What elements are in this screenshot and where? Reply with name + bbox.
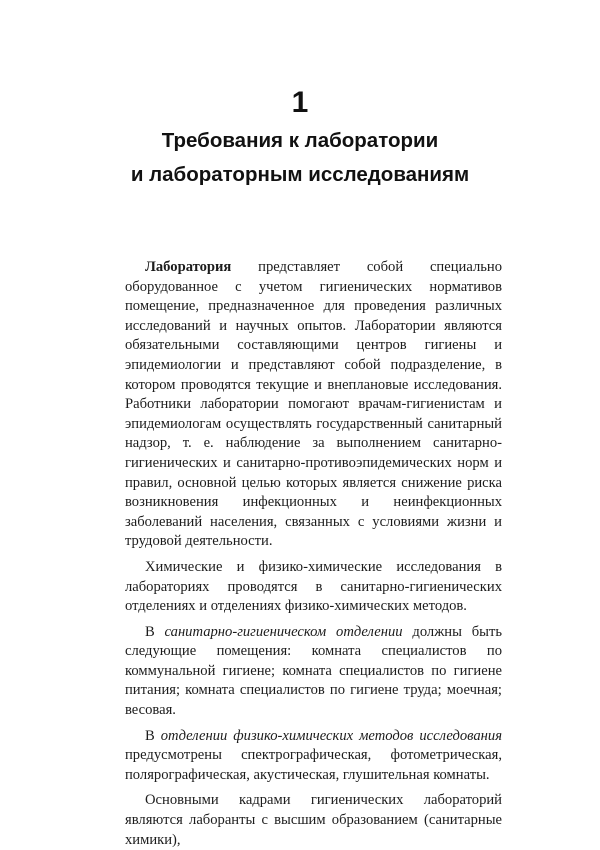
paragraph-text: предусмотрены спектрографическая, фотометрическая, полярографическая, акустическая, глушительная комнаты. (125, 747, 502, 783)
paragraph-physchem-department (125, 727, 502, 786)
paragraph-text: Химические и физико-химические исследования в лабораториях проводятся в санитарно-гигиенических отделениях и отделениях физико-химических методов. (125, 558, 502, 615)
paragraph-text: представляет собой специально оборудованное с учетом гигиенических нормативов помещение, предназначенное для проведения различных исследований и научных опытов. Лаборатории являются обязательными составляющими центров гигиены и эпидемиологии и представляют собой подразделение, в котором проводятся текущие и внеплановые исследования. Работники лаборатории помогают врачам-гигиенистам и эпидемиологам осуществлять государственный санитарный надзор, т. е. наблюдение за выполнением санитарно-гигиенических и санитарно-противоэпидемических норм и правил, основной целью которых является снижение риска возникновения инфекционных и неинфекционных заболеваний населения, связанных с условиями жизни и трудовой деятельности. (125, 259, 502, 550)
chapter-title-line-1: Требования к лаборатории (161, 129, 439, 152)
chapter-title (0, 124, 600, 192)
paragraph-chemical-research (125, 558, 502, 617)
paragraph-text: должны быть следующие помещения: комната специалистов по коммунальной гигиене; комната специалистов по гигиене питания; комната специалистов по гигиене труда; моечная; весовая. (125, 623, 502, 719)
chapter-title-line-2: и лабораторным исследованиям (130, 163, 470, 186)
emphasis-physchem-department: отделении физико-химических методов исследования (160, 727, 502, 744)
term-laboratory: Лаборатория (145, 259, 232, 275)
emphasis-sanitary-department: санитарно-гигиеническом отделении (164, 623, 403, 640)
chapter-number: 1 (291, 86, 309, 119)
paragraph-laboratory-definition (125, 258, 502, 552)
paragraph-text: Основными кадрами гигиенических лабораторий являются лаборанты с высшим образованием (санитарные химики), (125, 792, 502, 848)
body-text (125, 258, 502, 850)
paragraph-staff (125, 791, 502, 850)
paragraph-sanitary-department (125, 623, 502, 721)
paragraph-prefix: В (145, 623, 165, 640)
paragraph-prefix: В (145, 727, 161, 744)
